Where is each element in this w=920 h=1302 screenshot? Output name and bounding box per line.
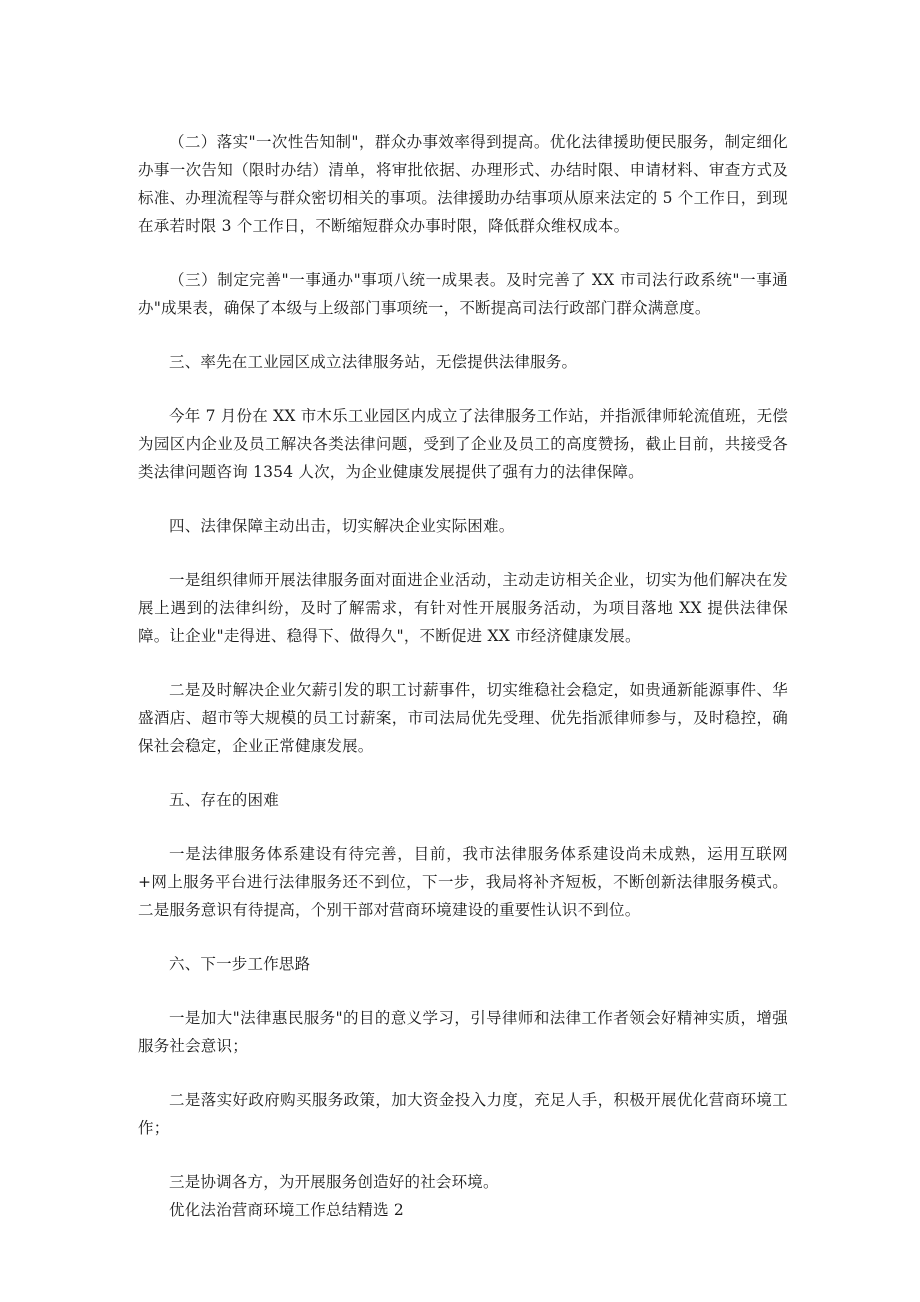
paragraph-section-6-item-2: 二是落实好政府购买服务政策，加大资金投入力度，充足人手，积极开展优化营商环境工作；: [138, 1091, 788, 1137]
paragraph-section-4-item-2: 二是及时解决企业欠薪引发的职工讨薪事件，切实维稳社会稳定，如贵通新能源事件、华盛酒店、超市等大规模的员工讨薪案，市司法局优先受理、优先指派律师参与，及时稳控，确保社会稳定，企业正常健康发展。: [138, 681, 788, 755]
heading-section-3: 三、率先在工业园区成立法律服务站，无偿提供法律服务。: [169, 353, 578, 371]
paragraph-section-2-item-3: （三）制定完善"一事通办"事项八统一成果表。及时完善了 XX 市司法行政系统"一事通办"成果表，确保了本级与上级部门事项统一，不断提高司法行政部门群众满意度。: [138, 271, 788, 317]
paragraph-section-2-item-2: （二）落实"一次性告知制"，群众办事效率得到提高。优化法律援助便民服务，制定细化办事一次告知（限时办结）清单，将审批依据、办理形式、办结时限、申请材料、审查方式及标准、办理流程等与群众密切相关的事项。法律援助办结事项从原来法定的 5 个工作日，到现在承若时限 3 个工作日，不断缩短群众办事时限，降低群众维权成本。: [138, 133, 788, 235]
paragraph-section-6-item-1: 一是加大"法律惠民服务"的目的意义学习，引导律师和法律工作者领会好精神实质，增强服务社会意识；: [138, 1009, 788, 1055]
next-document-title: 优化法治营商环境工作总结精选 2: [169, 1201, 404, 1219]
paragraph-section-3-body: 今年 7 月份在 XX 市木乐工业园区内成立了法律服务工作站，并指派律师轮流值班，无偿为园区内企业及员工解决各类法律问题，受到了企业及员工的高度赞扬，截止目前，共接受各类法律问题咨询 1354 人次，为企业健康发展提供了强有力的法律保障。: [138, 407, 788, 481]
heading-section-4: 四、法律保障主动出击，切实解决企业实际困难。: [169, 517, 515, 535]
paragraph-section-5-body: 一是法律服务体系建设有待完善，目前，我市法律服务体系建设尚未成熟，运用互联网+网上服务平台进行法律服务还不到位，下一步，我局将补齐短板，不断创新法律服务模式。二是服务意识有待提高，个别干部对营商环境建设的重要性认识不到位。: [138, 845, 788, 919]
paragraph-section-4-item-1: 一是组织律师开展法律服务面对面进企业活动，主动走访相关企业，切实为他们解决在发展上遇到的法律纠纷，及时了解需求，有针对性开展服务活动，为项目落地 XX 提供法律保障。让企业"走得进、稳得下、做得久"，不断促进 XX 市经济健康发展。: [138, 571, 788, 645]
heading-section-5: 五、存在的困难: [169, 791, 279, 809]
paragraph-section-6-item-3: 三是协调各方，为开展服务创造好的社会环境。: [169, 1173, 499, 1191]
heading-section-6: 六、下一步工作思路: [169, 955, 311, 973]
document-page: [138, 128, 788, 1224]
